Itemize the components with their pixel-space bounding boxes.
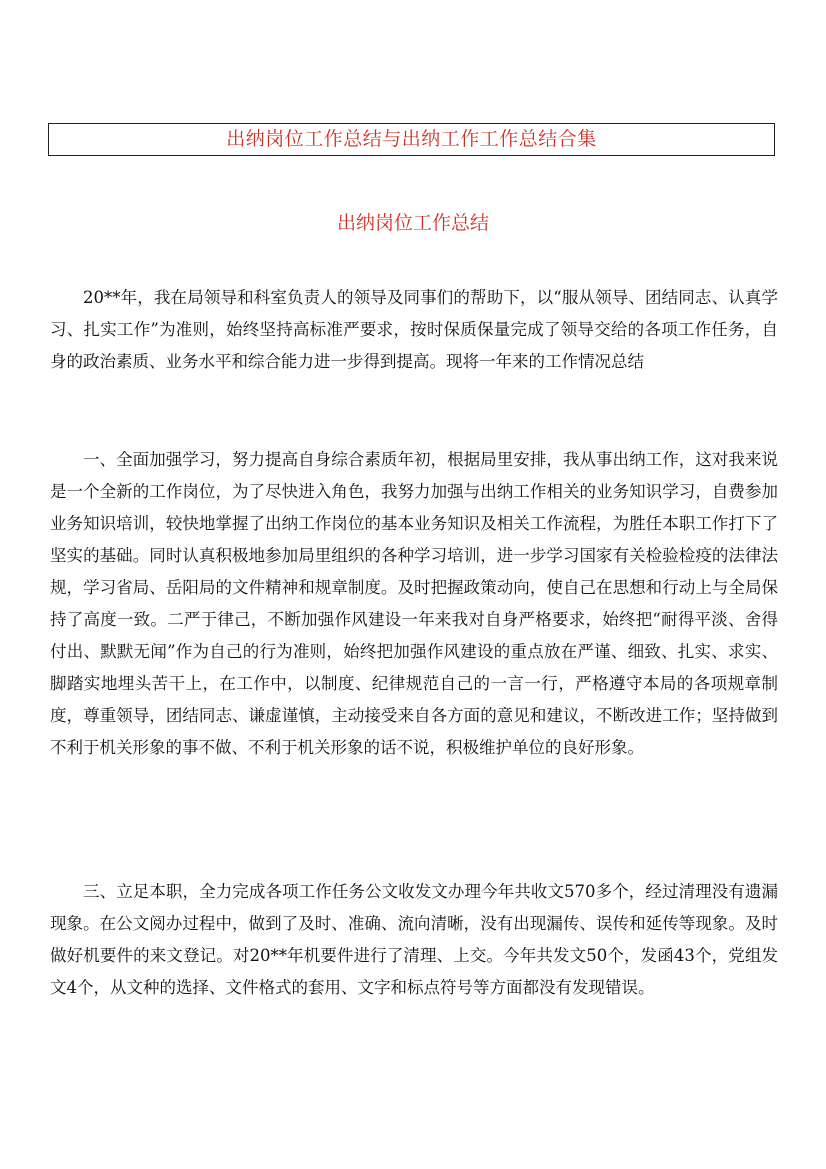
section-title: 出纳岗位工作总结 <box>336 212 489 234</box>
paragraph-intro: 20**年，我在局领导和科室负责人的领导及同事们的帮助下，以“服从领导、团结同志、认真学习、扎实工作”为准则，始终坚持高标准严要求，按时保质保量完成了领导交给的各项工作任务，自身的政治素质、业务水平和综合能力进一步得到提高。现将一年来的工作情况总结 <box>50 288 778 371</box>
document-title-box <box>48 123 775 156</box>
paragraph-study-and-conduct: 一、全面加强学习，努力提高自身综合素质年初，根据局里安排，我从事出纳工作，这对我来说是一个全新的工作岗位，为了尽快进入角色，我努力加强与出纳工作相关的业务知识学习，自费参加业务知识培训，较快地掌握了出纳工作岗位的基本业务知识及相关工作流程，为胜任本职工作打下了坚实的基础。同时认真积极地参加局里组织的各种学习培训，进一步学习国家有关检验检疫的法律法规，学习省局、岳阳局的文件精神和规章制度。及时把握政策动向，使自己在思想和行动上与全局保持了高度一致。二严于律己，不断加强作风建设一年来我对自身严格要求，始终把“耐得平淡、舍得付出、默默无闻”作为自己的行为准则，始终把加强作风建设的重点放在严谨、细致、扎实、求实、脚踏实地埋头苦干上，在工作中，以制度、纪律规范自己的一言一行，严格遵守本局的各项规章制度，尊重领导，团结同志、谦虚谨慎，主动接受来自各方面的意见和建议，不断改进工作；坚持做到不利于机关形象的事不做、不利于机关形象的话不说，积极维护单位的良好形象。 <box>50 450 778 757</box>
document-title: 出纳岗位工作总结与出纳工作工作总结合集 <box>226 128 597 150</box>
paragraph-tasks: 三、立足本职，全力完成各项工作任务公文收发文办理今年共收文570多个，经过清理没有遗漏现象。在公文阅办过程中，做到了及时、准确、流向清晰，没有出现漏传、误传和延传等现象。及时做好机要件的来文登记。对20**年机要件进行了清理、上交。今年共发文50个，发函43个，党组发文4个，从文种的选择、文件格式的套用、文字和标点符号等方面都没有发现错误。 <box>50 882 778 997</box>
